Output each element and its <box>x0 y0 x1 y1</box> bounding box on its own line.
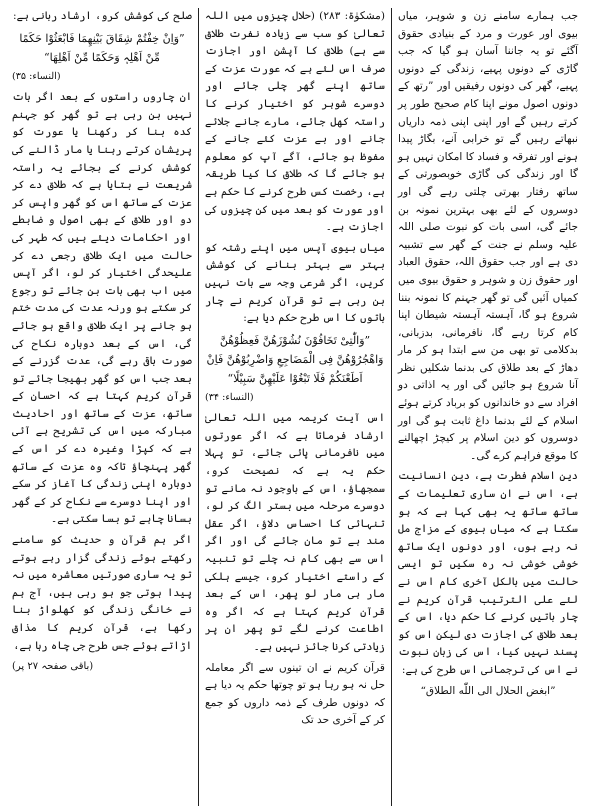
paragraph: صلح کی کوشش کرو، ارشاد ربانی ہے: <box>13 10 192 22</box>
paragraph: جب ہمارے سامنے زن و شوہر، میاں بیوی اور عورت و مرد کے بنیادی حقوق آگئے تو یہ جاننا آسان ہو گیا کہ جب گاڑی کے دونوں پہیے، زندگی کے دونوں پہیے، گھر کی دونوں رفیقیں اور ”رتھ کے دونوں اصول مونے اپنا کام صحیح طور پر کرتے رہیں گے اور اپنی اپنی ذمہ داریاں نبھاتے رہیں گے تو خرابی آنے، بگاڑ پیدا ہونے اور تفرقہ و فساد کا امکان نہیں ہو گا اور زندگی کی گاڑی خوبصورتی کے ساتھ رفتار بھرتی چلتی رہے گی اور دوسروں کے لئے بھی بہترین نمونہ بن جائے گی، اسی بات کو نبوت صلی اللہ علیہ وسلم نے جنت کے گھر سے تشبیہ دی ہے اور جب حقوق اللہ، حقوق العباد اور حقوق زن و شوہر و حقوق بیوی میں کمیاں آئیں گی تو گھر جہنم کا نمونہ بننا شروع ہو گا، آہستہ آہستہ شیطان اپنا کام کرتا رہے گا، نافرمانی، بدزبانی، بدکلامی تو بھی من سے ابتدا ہو کر مار دھاڑ کے بعد طلاق کی بدنما شکلیں نظر آنا شروع ہو جائیں گی اور یہ اذاتی دو افراد سے دو خاندانوں کو برباد کرتے ہوئے اسلام کے لئے بدنما داغ ثابت ہو گی اور دوسروں کو دین اسلام پر کیچڑ اچھالنے کا موقع فراہم کرے گی۔ <box>398 10 578 462</box>
paragraph: دین اسلام فطرت ہے، دین انسانیت ہے، اس نے ان ساری تعلیمات کے ساتھ ساتھ یہ بھی کہا ہے کہ ہو سکتا ہے کہ میاں بیوی کے مزاج مل نہ رہے ہوں، اور دونوں ایک ساتھ خوشی خوشی نہ رہ سکیں تو ایسی حالت میں بالکل آخری کام اس نے لئے علی الترتیب قرآن کریم نے چار باتیں کرنے کا حکم دیا، اس کے بعد طلاق کی اجازت دی لیکن اس کو پسند نہیں کیا، اس کی زبان نبوت نے اس کی ترجمانی اس طرح کی ہے: <box>398 470 578 676</box>
paragraph: اگر ہم قرآن و حدیث کو سامنے رکھتے ہوئے زندگی گزار رہے ہوتے تو یہ ساری صورتیں معاشرہ میں نہ پیدا ہوتی جو ہو رہی ہیں، آج ہم نے خانگی زندگی کو کھلواڑ بنا رکھا ہے، قرآن کریم کا مذاق اڑاتے ہوئے جس طرح جی چاہ رہا ہے، <box>12 534 192 652</box>
quran-verse: ”وَالّٰتِیْ تَخَافُوْنَ نُشُوْزَھُنَّ فَعِظُوْھُنَّ وَاھْجُرُوْھُنَّ فِی الْمَضَاجِعِ وَاضْرِبُوْھُنَّ فَاِنْ اَطَعْنَکُمْ فَلَا تَبْغُوْا عَلَیْھِنَّ سَبِیْلًا“ <box>206 333 384 385</box>
column-left <box>6 8 199 806</box>
paragraph: میاں بیوی آپس میں اپنے رشتہ کو بہتر سے بہتر بنانے کی کوشش کریں، اگر شرعی وجہ سے بات نہیں بن رہی ہے تو قرآن کریم نے چار باتوں کا اس طرح حکم دیا ہے: <box>205 241 385 325</box>
continuation-note: (باقی صفحہ ۲۷ پر) <box>12 661 94 673</box>
paragraph: ان چاروں راستوں کے بعد اگر بات نہیں بن رہی ہے تو گھر کو جہنم کدہ بنا کر رکھنا یا عورت کو پریشان کرتے رہنا یا مار ڈالنے کی کوشش کرنے کے بجائے یہ راستہ شریعت نے بتایا ہے کہ طلاق دے کر عزت کے ساتھ اس کو گھر واپس کر دو اور طلاق کے بھی اصول و ضابطے اور احکامات دیئے ہیں کہ طہر کی حالت میں ایک طلاق رجعی دے کر علیحدگی اختیار کر لو، اگر آپس میں اب بھی بات بن جائے تو رجوع کر سکتے ہو ورنہ عدت کی مدت ختم ہو جانے پر ایک طلاق واقع ہو جائے گی، اس کے بعد دوبارہ نکاح کی صورت باقی رہے گی، عدت گزرنے کے بعد جب اس کو گھر بھیجا جائے تو قرآن کریم کہتا ہے کہ احسان کے ساتھ، عزت کے ساتھ اور احادیث مبارکہ میں اس کی تشریح ہے آئی ہے کہ کپڑا وغیرہ دے کر اس کے گھر پہنچاؤ تاکہ وہ عزت کے ساتھ دوبارہ اپنی زندگی کا آغاز کر سکے اور اپنا دوسرے سے نکاح کر کے گھر بسانا چاہے تو بسا سکتی ہے۔ <box>12 91 192 526</box>
paragraph: (مشکوٰۃ: ۲۸۳) (حلال چیزوں میں اللہ تعالیٰ کو سب سے زیادہ نفرت طلاق سے ہے) طلاق کا آپشن اور اجازت صرف اس لئے ہے کہ عورت عزت کے ساتھ اپنے گھر چلی جائے اور دوسرے شوہر کو اختیار کرنے کا راستہ کھل جائے، مارے جانے جلائے جانے اور بے عزت کئے جانے کے مفوظ ہو جائے، آگے آپ کو معلوم ہو جائے گا کہ طلاق کا کیا طریقہ ہے، رخصت کس طرح کرنے کا حکم ہے اور عورت کو بعد میں کن چیزوں کی اجازت ہے۔ <box>205 10 385 234</box>
column-middle <box>199 8 392 806</box>
verse-citation: (النساء: ۳۴) <box>205 391 254 403</box>
column-right <box>392 8 584 806</box>
quran-verse: ”وَاِنْ خِفْتُمْ شِقَاقَ بَیْنِھِمَا فَابْعَثُوْا حَکَمًا مِّنْ اَھْلِہٖ وَحَکَمًا مِّنْ اَھْلِھَا“ <box>19 31 185 64</box>
paragraph: قرآن کریم نے ان تینوں سے اگر معاملہ حل نہ ہو رہا ہو تو چوتھا حکم یہ دیا ہے کہ دونوں طرف کے ذمہ داروں کو جمع کر کے آخری حد تک <box>205 661 385 727</box>
text-columns <box>6 8 584 806</box>
paragraph: اس آیت کریمہ میں اللہ تعالیٰ ارشاد فرماتا ہے کہ اگر عورتوں میں نافرمانی پائی جائے، تو پہلا حکم یہ ہے کہ نصیحت کرو، سمجھاؤ، اس کے باوجود نہ مانے تو دوسرے مرحلہ میں بستر الگ کر لو، تنہائی کا احساس دلاؤ، اگر عقل مند ہے تو مان جائے گی اور اگر اس سے بھی کام نہ چلے تو تنبیہ کے راستے اختیار کرو، جیسے ہلکی مار ہی مار لو پھر، اس کے بعد قرآن کریم کہتا ہے کہ اگر وہ اطاعت کرنے لگے تو پھر ان پر زیادتی کرنا جائز نہیں ہے۔ <box>205 412 385 653</box>
verse-citation: (النساء: ۳۵) <box>12 70 61 82</box>
hadith-quote: ”ابغض الحلال الی اللّٰه الطلاق“ <box>420 684 556 697</box>
